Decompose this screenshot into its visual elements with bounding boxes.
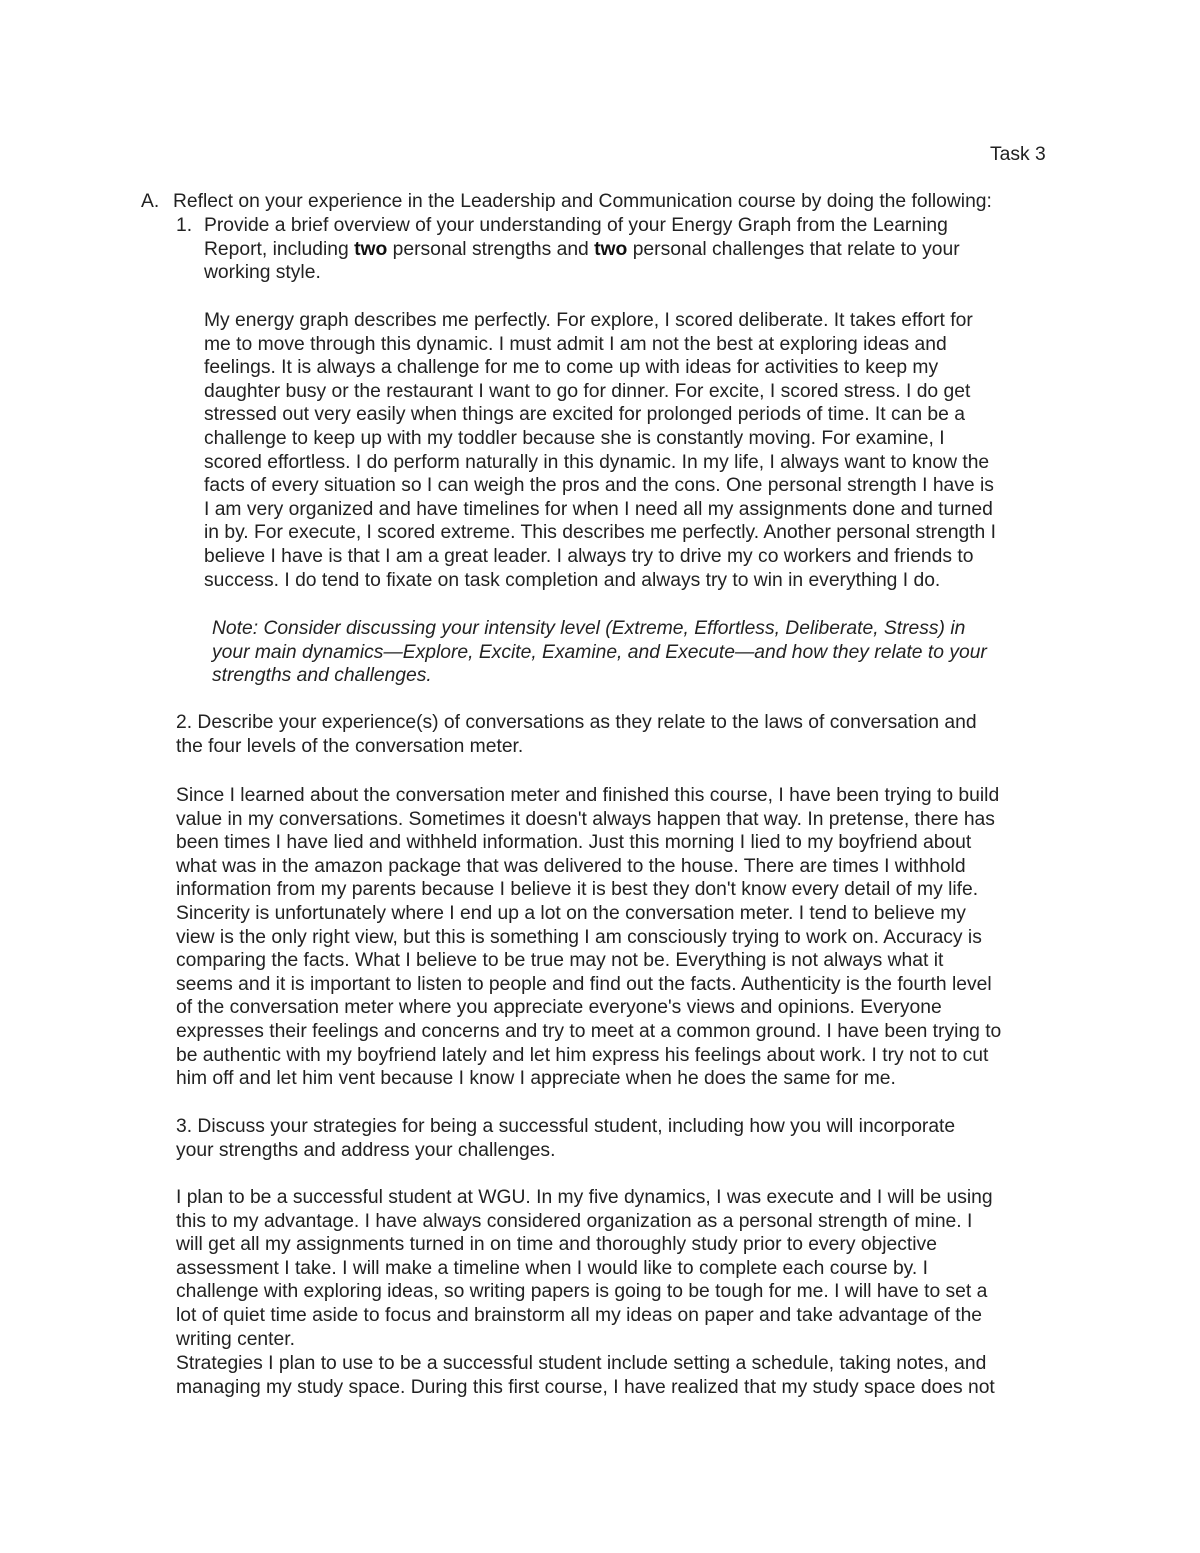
question-1-prompt bbox=[204, 214, 1044, 285]
answer-line: lot of quiet time aside to focus and brainstorm all my ideas on paper and take advantage of the bbox=[176, 1304, 983, 1326]
question-1-line: working style. bbox=[204, 262, 321, 284]
answer-line: of the conversation meter where you appreciate everyone's views and opinions. Everyone bbox=[176, 997, 942, 1019]
answer-3-continued-paragraph bbox=[176, 1352, 1066, 1399]
answer-line: value in my conversations. Sometimes it doesn't always happen that way. In pretense, there has bbox=[176, 808, 995, 830]
answer-line: in by. For execute, I scored extreme. This describes me perfectly. Another personal strength I bbox=[204, 522, 996, 544]
emphasis-two: two bbox=[594, 238, 628, 260]
answer-line: stressed out very easily when things are excited for prolonged periods of time. It can be a bbox=[204, 404, 965, 426]
answer-line: me to move through this dynamic. I must admit I am not the best at exploring ideas and bbox=[204, 333, 947, 355]
answer-line: will get all my assignments turned in on time and thoroughly study prior to every objective bbox=[176, 1234, 937, 1256]
note-line: Note: Consider discussing your intensity level (Extreme, Effortless, Deliberate, Stress) in bbox=[212, 618, 966, 639]
answer-line: managing my study space. During this first course, I have realized that my study space does not bbox=[176, 1376, 995, 1398]
answer-line: facts of every situation so I can weigh the pros and the cons. One personal strength I have is bbox=[204, 475, 994, 497]
question-2-line: 2. Describe your experience(s) of conversations as they relate to the laws of conversation and bbox=[176, 712, 977, 733]
answer-line: Strategies I plan to use to be a successful student include setting a schedule, taking notes, and bbox=[176, 1353, 987, 1374]
question-3-prompt bbox=[176, 1115, 1056, 1162]
answer-line: Sincerity is unfortunately where I end up a lot on the conversation meter. I tend to believe my bbox=[176, 902, 966, 924]
page-header-task-label: Task 3 bbox=[990, 144, 1046, 165]
note-line: your main dynamics—Explore, Excite, Examine, and Execute—and how they relate to your bbox=[212, 641, 987, 663]
answer-3-paragraph bbox=[176, 1186, 1066, 1351]
question-1-line: Provide a brief overview of your understanding of your Energy Graph from the Learning bbox=[204, 215, 948, 236]
question-2-line: the four levels of the conversation meter. bbox=[176, 735, 524, 757]
answer-line: scored effortless. I do perform naturally in this dynamic. In my life, I always want to know the bbox=[204, 451, 990, 473]
answer-line: success. I do tend to fixate on task completion and always try to win in everything I do. bbox=[204, 569, 941, 591]
answer-line: challenge to keep up with my toddler because she is constantly moving. For examine, I bbox=[204, 427, 945, 449]
answer-line: be authentic with my boyfriend lately and let him express his feelings about work. I try not to cut bbox=[176, 1044, 989, 1066]
list-marker-a: A. bbox=[141, 191, 160, 212]
answer-line: I am very organized and have timelines for when I need all my assignments done and turned bbox=[204, 498, 993, 520]
instruction-heading: Reflect on your experience in the Leadership and Communication course by doing the following: bbox=[173, 191, 992, 212]
answer-line: seems and it is important to listen to people and find out the facts. Authenticity is the fourth level bbox=[176, 973, 992, 995]
answer-line: him off and let him vent because I know I appreciate when he does the same for me. bbox=[176, 1068, 896, 1090]
question-1-number: 1. bbox=[176, 215, 193, 236]
question-1-line: Report, including two personal strengths and two personal challenges that relate to your bbox=[204, 238, 960, 260]
answer-line: I plan to be a successful student at WGU. In my five dynamics, I was execute and I will be using bbox=[176, 1187, 993, 1208]
answer-line: challenge with exploring ideas, so writing papers is going to be tough for me. I will have to set a bbox=[176, 1281, 988, 1303]
answer-2-paragraph bbox=[176, 784, 1066, 1091]
question-2-prompt bbox=[176, 711, 1056, 758]
question-3-line: your strengths and address your challenges. bbox=[176, 1139, 556, 1161]
answer-line: this to my advantage. I have always considered organization as a personal strength of mine. I bbox=[176, 1210, 973, 1232]
answer-line: writing center. bbox=[176, 1328, 295, 1350]
note-italic bbox=[212, 617, 1062, 688]
answer-line: been times I have lied and withheld information. Just this morning I lied to my boyfriend about bbox=[176, 832, 972, 854]
answer-line: Since I learned about the conversation meter and finished this course, I have been trying to build bbox=[176, 785, 1000, 806]
answer-line: believe I have is that I am a great leader. I always try to drive my co workers and friends to bbox=[204, 545, 974, 567]
answer-line: what was in the amazon package that was delivered to the house. There are times I withhold bbox=[176, 855, 966, 877]
answer-line: daughter busy or the restaurant I want to go for dinner. For excite, I scored stress. I do get bbox=[204, 380, 971, 402]
answer-line: comparing the facts. What I believe to be true may not be. Everything is not always what it bbox=[176, 950, 944, 972]
answer-1-paragraph bbox=[204, 309, 1064, 592]
answer-line: view is the only right view, but this is something I am consciously trying to work on. Accuracy is bbox=[176, 926, 982, 948]
answer-line: feelings. It is always a challenge for me to come up with ideas for activities to keep my bbox=[204, 357, 939, 379]
answer-line: assessment I take. I will make a timeline when I would like to complete each course by. I bbox=[176, 1257, 928, 1279]
answer-line: My energy graph describes me perfectly. For explore, I scored deliberate. It takes effort for bbox=[204, 310, 973, 331]
answer-line: information from my parents because I believe it is best they don't know every detail of my life. bbox=[176, 879, 979, 901]
emphasis-two: two bbox=[354, 238, 388, 260]
note-line: strengths and challenges. bbox=[212, 665, 432, 687]
question-3-line: 3. Discuss your strategies for being a successful student, including how you will incorporate bbox=[176, 1116, 956, 1137]
answer-line: expresses their feelings and concerns and try to meet at a common ground. I have been trying to bbox=[176, 1020, 1002, 1042]
